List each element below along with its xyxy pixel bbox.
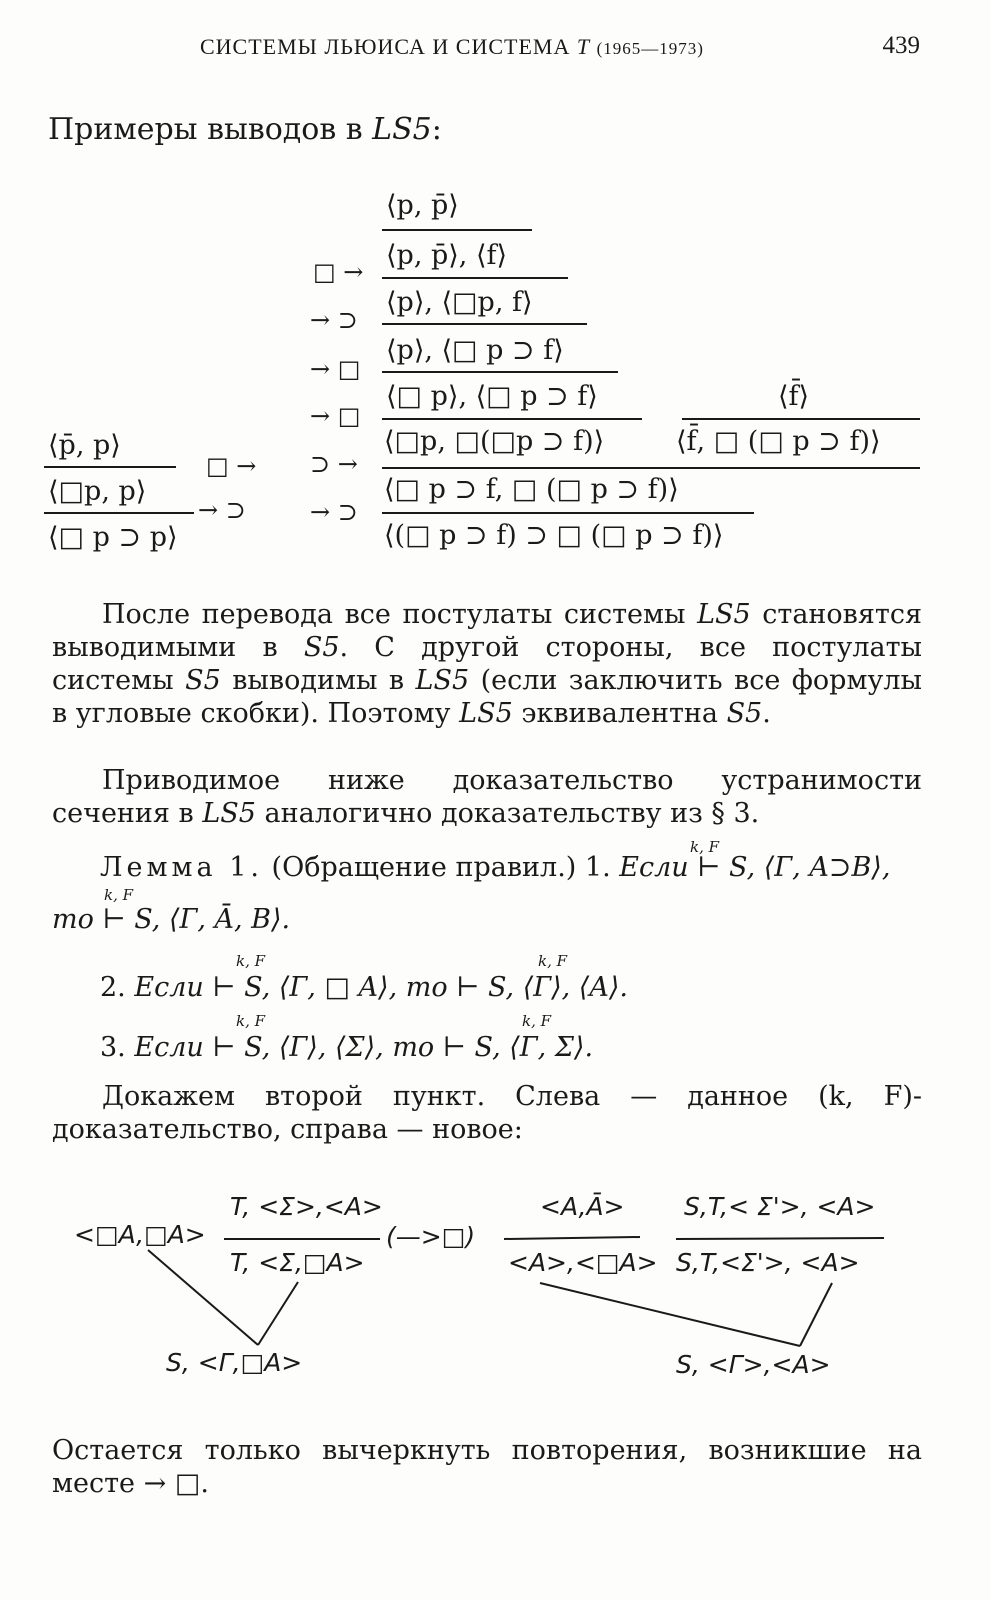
system-name: S5 <box>185 665 221 696</box>
text-run: то <box>392 1032 435 1063</box>
diagram-right-right-premise: S,T,< Σ'>, <A> <box>684 1192 876 1221</box>
text-run: Если <box>134 1032 204 1063</box>
tree-edge <box>540 1283 800 1346</box>
branch-seq-top: ⟨f̄⟩ <box>778 381 810 412</box>
kf-superscript: k, F <box>538 952 568 970</box>
right-seq-3: ⟨p⟩, ⟨□p, f⟩ <box>386 287 533 318</box>
left-seq-2: ⟨□p, p⟩ <box>48 476 147 507</box>
system-name: S5 <box>726 698 763 729</box>
kf-superscript: k, F <box>104 886 134 904</box>
proof-intro: Докажем второй пункт. Слева — данное (k, F)-доказательство, справа — новое: <box>52 1081 922 1145</box>
system-name: LS5 <box>459 698 513 729</box>
diagram-right-right-conclusion: S,T,<Σ'>, <A> <box>676 1248 860 1277</box>
kf-superscript: k, F <box>236 952 266 970</box>
left-seq-1: ⟨p̄, p⟩ <box>48 430 121 461</box>
right-seq-8: ⟨(□ p ⊃ f) ⊃ □ (□ p ⊃ f)⟩ <box>384 520 724 551</box>
text-run: Если <box>134 972 204 1003</box>
text-run: (Обращение правил.) 1. <box>262 852 620 883</box>
system-name: LS5 <box>697 599 751 630</box>
header-years: (1965—1973) <box>596 39 704 58</box>
diagram-left-leaf: <□A,□A> <box>74 1220 206 1249</box>
inference-line <box>504 1237 640 1239</box>
rule-box-right: → □ <box>310 355 361 383</box>
text-run: Если <box>619 852 689 883</box>
text-run: 3. <box>100 1032 126 1063</box>
text-run: 2. <box>100 972 126 1003</box>
diagram-left-premise: T, <Σ>,<A> <box>230 1192 383 1221</box>
rule-box-left: □ → <box>206 452 257 480</box>
diagram-right-left-conclusion: <A>,<□A> <box>508 1248 658 1277</box>
header-system-t: T <box>576 34 591 59</box>
tree-edge <box>800 1283 832 1346</box>
text-run: Приводимое ниже доказательство устранимости сечения в <box>52 765 922 829</box>
diagram-left-root: S, <Г,□A> <box>166 1348 303 1377</box>
text-run: выводимы в <box>220 665 416 696</box>
text-run: то <box>405 972 448 1003</box>
text-run: Остается только вычеркнуть повторения, возникшие на месте <box>52 1435 922 1499</box>
right-seq-5: ⟨□ p⟩, ⟨□ p ⊃ f⟩ <box>386 381 598 412</box>
text-run: . С другой стороны, все постулаты системы <box>52 632 923 696</box>
formula: ⊢ S, ⟨Г, A⊃B⟩, <box>688 852 891 883</box>
diagram-right-root: S, <Г>,<A> <box>676 1350 831 1379</box>
lemma-label: Лемма 1. <box>100 852 263 883</box>
text-run: эквивалентна <box>512 698 727 729</box>
formula: ⊢ S, ⟨Г⟩, ⟨Σ⟩, <box>203 1032 384 1063</box>
formula: ⊢ S, ⟨Г⟩, ⟨A⟩. <box>447 972 628 1003</box>
formula: ⊢ S, ⟨Г, Ā, B⟩. <box>93 904 291 935</box>
heading-system: LS5 <box>372 112 432 147</box>
rule-box-right: → □ <box>310 402 361 430</box>
formula: ⊢ S, ⟨Г, □ A⟩, <box>203 972 398 1003</box>
rule-implies-right: → ⊃ <box>310 498 358 526</box>
system-name: LS5 <box>415 665 470 696</box>
tree-edge <box>258 1282 298 1345</box>
arrow-box-symbol: → □. <box>143 1468 209 1499</box>
right-seq-2: ⟨p, p̄⟩, ⟨f⟩ <box>386 240 508 271</box>
rule-implies-right: → ⊃ <box>310 306 358 334</box>
page-number: 439 <box>882 32 920 59</box>
text-run: аналогично доказательству из § 3. <box>255 798 760 829</box>
heading-colon: : <box>431 112 442 147</box>
kf-superscript: k, F <box>236 1012 266 1030</box>
diagram-left-rule: (—>□) <box>386 1222 476 1251</box>
rule-box-left: □ → <box>313 258 364 286</box>
text-run: . <box>762 698 771 729</box>
branch-seq-bottom: ⟨f̄, □ (□ p ⊃ f)⟩ <box>676 426 881 457</box>
right-seq-7: ⟨□ p ⊃ f, □ (□ p ⊃ f)⟩ <box>384 474 679 505</box>
system-name: LS5 <box>202 798 256 829</box>
inference-line <box>676 1238 884 1239</box>
kf-superscript: k, F <box>690 838 720 856</box>
kf-superscript: k, F <box>522 1012 552 1030</box>
system-name: S5 <box>303 632 340 663</box>
formula: ⊢ S, ⟨Г, Σ⟩. <box>434 1032 594 1063</box>
right-seq-6: ⟨□p, □(□p ⊃ f)⟩ <box>384 426 605 457</box>
conclusion-paragraph <box>52 1434 922 1500</box>
left-seq-3: ⟨□ p ⊃ p⟩ <box>48 522 178 553</box>
heading-text: Примеры выводов в <box>48 112 373 147</box>
header-title: СИСТЕМЫ ЛЬЮИСА И СИСТЕМА <box>200 34 571 59</box>
rule-implies-right: → ⊃ <box>198 496 246 524</box>
right-seq-4: ⟨p⟩, ⟨□ p ⊃ f⟩ <box>386 335 564 366</box>
text-run: После перевода все постулаты системы <box>102 599 698 630</box>
text-run: становятся выводимыми в <box>52 599 922 663</box>
diagram-left-conclusion: T, <Σ,□A> <box>230 1248 365 1277</box>
right-seq-1: ⟨p, p̄⟩ <box>386 190 459 221</box>
text-run: (если заключить все формулы в угловые скобки). Поэтому <box>52 665 922 729</box>
text-run: то <box>52 904 94 935</box>
rule-implies-left: ⊃ → <box>310 450 358 478</box>
diagram-right-left-premise: <A,Ā> <box>540 1192 625 1221</box>
